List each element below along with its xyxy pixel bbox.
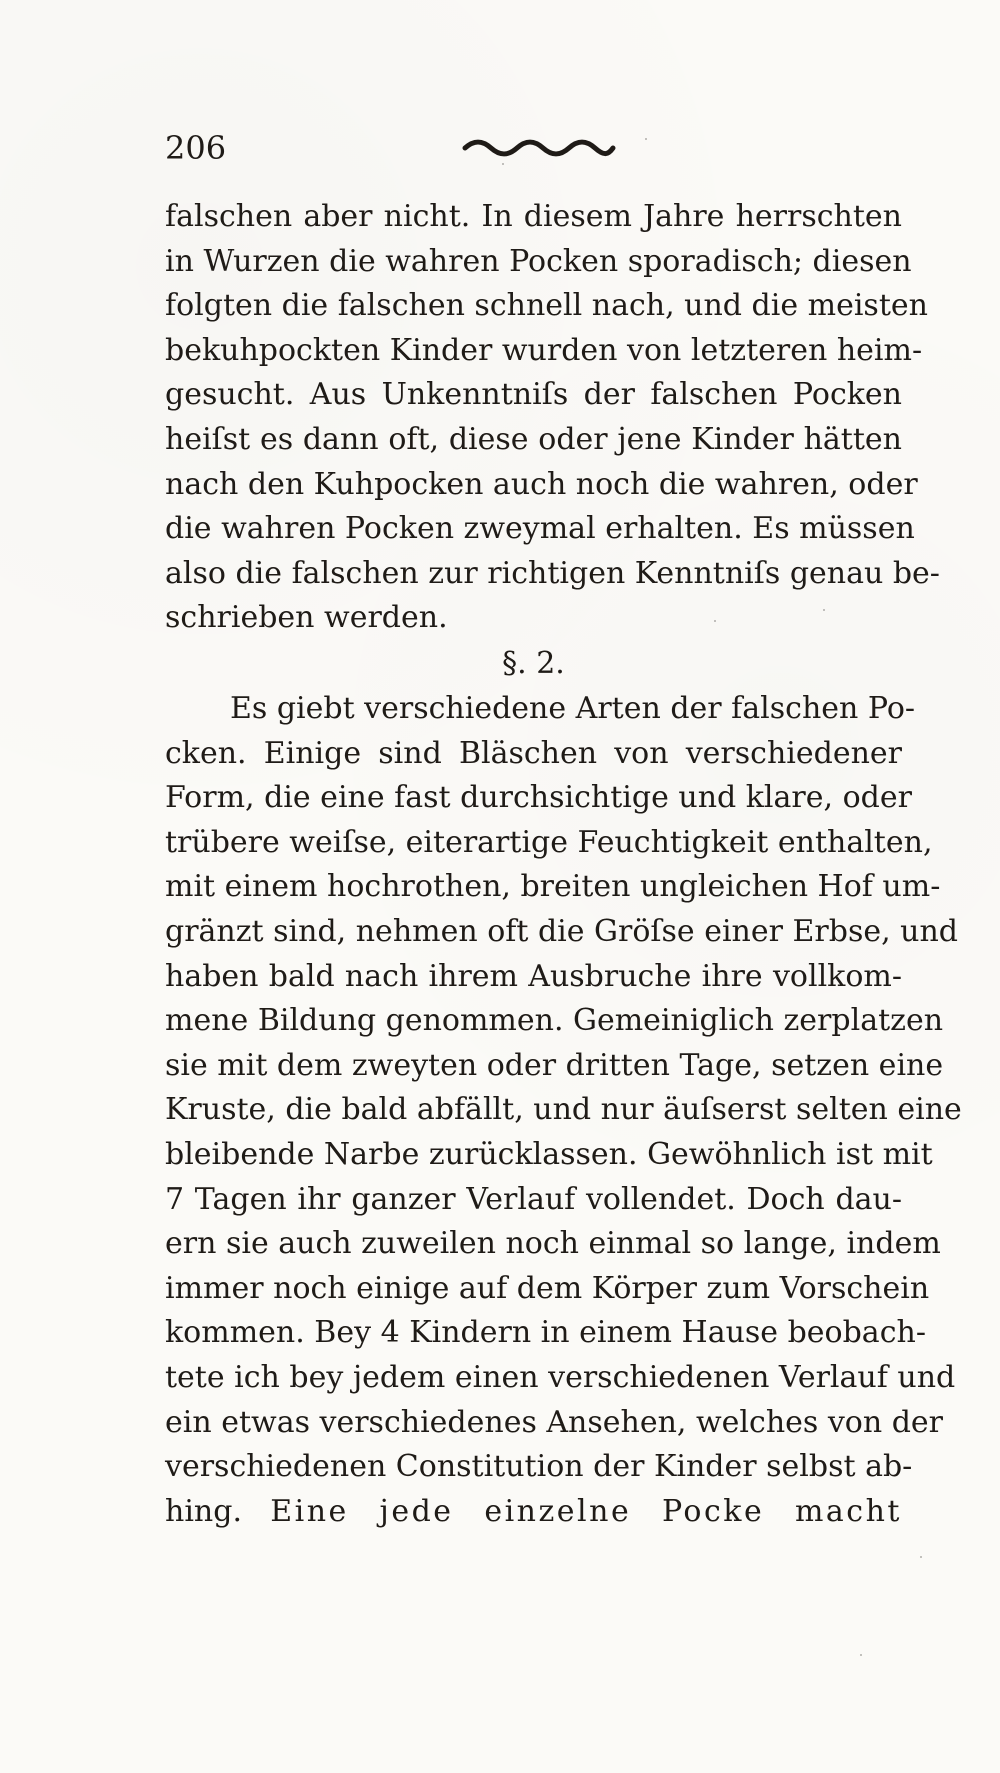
text-line-10: schrieben werden. — [165, 600, 448, 636]
paper-speck — [502, 163, 504, 165]
section-line-16: tete ich bey jedem einen verschiedenen Verlauf und — [165, 1359, 956, 1395]
wavy-rule-icon — [462, 136, 616, 158]
text-line-8: die wahren Pocken zweymal erhalten. Es müssen — [165, 511, 915, 547]
section-line-8: mene Bildung genommen. Gemeiniglich zerplatzen — [165, 1003, 944, 1039]
paper-speck — [860, 1654, 862, 1656]
section-line-13: ern sie auch zuweilen noch einmal so lange, indem — [165, 1226, 941, 1262]
paper-speck — [920, 1556, 922, 1558]
section-line-18: verschiedenen Constitution der Kinder selbst ab- — [165, 1449, 913, 1485]
text-line-7: nach den Kuhpocken auch noch die wahren, oder — [165, 466, 918, 502]
section-line-14: immer noch einige auf dem Körper zum Vorschein — [165, 1270, 930, 1306]
section-line-19 — [165, 1490, 902, 1535]
paper-speck — [823, 609, 825, 611]
section-line-17: ein etwas verschiedenes Ansehen, welches von der — [165, 1404, 943, 1440]
section-line-7: haben bald nach ihrem Ausbruche ihre vollkom- — [165, 958, 902, 994]
section-line-5: mit einem hochrothen, breiten ungleichen Hof um- — [165, 869, 941, 905]
section-line-9: sie mit dem zweyten oder dritten Tage, setzen eine — [165, 1047, 944, 1083]
text-line-2: in Wurzen die wahren Pocken sporadisch; diesen — [165, 243, 912, 279]
paper-speck — [645, 138, 647, 140]
section-line-11: bleibende Narbe zurücklassen. Gewöhnlich ist mit — [165, 1136, 933, 1172]
section-line-6: gränzt sind, nehmen oft die Gröſse einer Erbse, und — [165, 913, 959, 949]
section-line-12: 7 Tagen ihr ganzer Verlauf vollendet. Doch dau- — [165, 1181, 902, 1217]
section-line-2: cken. Einige sind Bläschen von verschiedener — [165, 735, 902, 771]
section-line-10: Kruste, die bald abfällt, und nur äuſserst selten eine — [165, 1092, 962, 1128]
page-header — [165, 128, 615, 178]
paper-speck — [714, 620, 716, 622]
section-heading: §. 2. — [502, 646, 565, 681]
text-line-3: folgten die falschen schnell nach, und die meisten — [165, 288, 928, 324]
final-line-spaced: Eine jede einzelne Pocke macht — [270, 1493, 902, 1529]
text-line-6: heiſst es dann oft, diese oder jene Kinder hätten — [165, 421, 902, 457]
text-line-4: bekuhpockten Kinder wurden von letzteren heim- — [165, 332, 923, 368]
body-text — [165, 195, 962, 1529]
text-line-1: falschen aber nicht. In diesem Jahre herrschten — [165, 199, 902, 234]
page-number: 206 — [165, 129, 227, 167]
section-line-4: trübere weiſse, eiterartige Feuchtigkeit enthalten, — [165, 824, 933, 860]
section-paragraph — [165, 687, 962, 1534]
section-line-3: Form, die eine fast durchsichtige und klare, oder — [165, 780, 912, 816]
section-line-15: kommen. Bey 4 Kindern in einem Hause beobach- — [165, 1315, 926, 1351]
text-line-9: also die falschen zur richtigen Kenntniſs genau be- — [165, 555, 940, 591]
text-line-5: gesucht. Aus Unkenntniſs der falschen Pocken — [165, 377, 902, 413]
section-line-1: Es giebt verschiedene Arten der falschen Po- — [230, 691, 916, 726]
final-line-lead: hing. — [165, 1493, 242, 1529]
